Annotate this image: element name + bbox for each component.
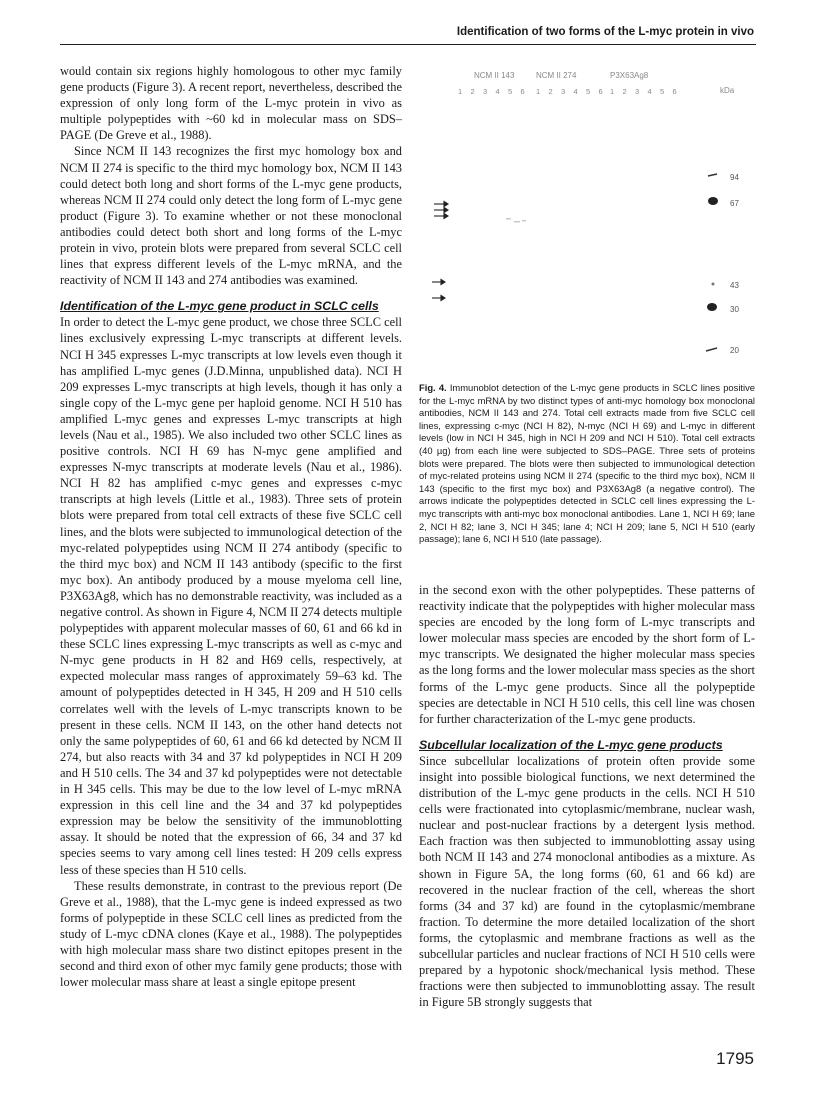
caption-text: Immunoblot detection of the L-myc gene products in SCLC lines positive for the L-myc mRNA by two distinct types of anti-myc homology box monoclonal antibodies, NCM II 143 and 274. Total cell extracts made from five SCLC cell lines, expressing c-myc (NCI H 82), N-myc (NCI H 69) and L-myc in different levels (low in NCI H 345, high in NCI H 209 and NCI H 510). Total cell extracts (40 µg) from each line were subjected to SDS–PAGE. Three sets of proteins blots were prepared. The blots were then subjected to immunological detection of myc-related proteins using NCM II 274 (specific to the third myc box), NCM II 143 (specific to the first myc box) and P3X63Ag8 (a negative control). The arrows indicate the polypeptides detected in SCLC cell lines expressing the L-myc transcripts with anti-myc box monoclonal antibodies. Lane 1, NCI H 69; lane 2, NCI H 82; lane 3, NCI H 345; lane 4; NCI H 209; lane 5, NCI H 510 (early passage); lane 6, NCI H 510 (late passage).	[419, 382, 755, 545]
lane-number: 6	[598, 87, 603, 96]
lane-number: 3	[635, 87, 640, 96]
marker-band-67	[708, 197, 718, 205]
lane-number: 5	[586, 87, 591, 96]
paragraph-results: These results demonstrate, in contrast to the previous report (De Greve et al., 1988), that the L-myc gene is indeed expressed as two forms of polypeptide in these SCLC cell lines as predicted from the study of L-myc cDNA clones (Kaye et al., 1988). The polypeptides with high molecular mass share two distinct epitopes present in the second and third exon of other myc family gene products; those with lower molecular mass share at least a single epitope present	[60, 878, 402, 990]
lane-number: 5	[660, 87, 665, 96]
lane-number: 5	[508, 87, 513, 96]
figure-caption	[419, 382, 755, 546]
section-gap	[419, 727, 755, 737]
section-heading-identification: Identification of the L-myc gene product in SCLC cells	[60, 299, 379, 314]
paragraph-ncm: Since NCM II 143 recognizes the first myc homology box and NCM II 274 is specific to the third myc homology box, NCM II 143 could detect both long and short forms of the L-myc gene products, whereas NCM II 274 could only detect the long form of L-myc gene product (Figure 3). To examine whether or not these monoclonal antibodies could detect both short and long forms of the L-myc protein in vivo, protein blots were prepared from several SCLC cell lines that express different levels of the L-myc mRNA, and the reactivity of NCM II 143 and 274 antibodies was examined.	[60, 144, 402, 288]
lane-number: 2	[470, 87, 475, 96]
lane-number: 1	[458, 87, 463, 96]
page-number: 1795	[716, 1049, 754, 1068]
lane-number: 3	[561, 87, 566, 96]
marker-67: 67	[730, 199, 739, 208]
lane-number: 1	[610, 87, 615, 96]
header-rule	[60, 44, 756, 45]
lane-number: 4	[647, 87, 652, 96]
lane-number: 4	[495, 87, 500, 96]
lane-number: 4	[573, 87, 578, 96]
marker-94: 94	[730, 173, 739, 182]
lane-number: 3	[483, 87, 488, 96]
running-header: Identification of two forms of the L-myc protein in vivo	[456, 26, 754, 38]
long-form-arrows	[434, 202, 448, 219]
marker-43: 43	[730, 281, 739, 290]
group-label-ncm274: NCM II 274	[536, 71, 577, 80]
marker-30: 30	[730, 305, 739, 314]
marker-band-30	[707, 303, 717, 311]
marker-band-43	[712, 283, 715, 286]
group-label-ncm143: NCM II 143	[474, 71, 515, 80]
group-label-p3x63ag8: P3X63Ag8	[610, 71, 649, 80]
lane-number: 2	[622, 87, 627, 96]
right-column	[419, 582, 755, 1010]
immunoblot-image	[432, 60, 756, 370]
lane-number: 2	[548, 87, 553, 96]
paragraph-subcellular: Since subcellular localizations of protein often provide some insight into possible biological functions, we next determined the distribution of the L-myc gene products in the cells. NCI H 510 cells were fractionated into cytoplasmic/membrane, nuclear wash, nuclear and post-nuclear fractions by a detergent lysis method. Each fraction was then subjected to immunoblotting assay using both NCM II 143 and 274 monoclonal antibodies as a mixture. As shown in Figure 5A, the long forms (60, 61 and 66 kd) are recovered in the nuclear fraction of the cell, whereas the short forms (34 and 37 kd) are found in the cytoplasmic/membrane fraction. To determine the more detailed localization of the short forms, the cytoplasmic and membrane fractions as well as the subcellular particles and nuclear fractions of NCI H 510 cells were prepared by a hypotonic shock/mechanical lysis method. These fractions were then subjected to immunoblotting assay. The result in Figure 5B strongly suggests that	[419, 753, 755, 1010]
paragraph-continued: in the second exon with the other polypeptides. These patterns of reactivity indicate that the polypeptides with higher molecular mass species are encoded by the long form of L-myc transcripts and lower molecular mass species are encoded by the short form of L-myc transcripts. We designated the higher molecular mass species as the long forms and the lower molecular mass species as the short forms of the L-myc gene products. Since all the polypeptide species are detectable in NCI H 510 cells, this cell line was chosen for further characterization of the L-myc gene products.	[419, 583, 755, 726]
lane-number: 6	[672, 87, 677, 96]
lane-number: 6	[520, 87, 525, 96]
unit-label: kDa	[720, 86, 735, 95]
caption-label: Fig. 4.	[419, 382, 447, 393]
left-column	[60, 63, 402, 990]
section-heading-subcellular: Subcellular localization of the L-myc gene products	[419, 737, 723, 752]
paragraph-main: In order to detect the L-myc gene product, we chose three SCLC cell lines exclusively expressing L-myc transcripts at different levels. NCI H 345 expresses L-myc transcripts at low levels even though it has amplified L-myc genes (J.D.Minna, unpublished data). NCI H 209 expresses L-myc transcripts at high levels, though it has only a single copy of the L-myc gene per haploid genome. NCI H 510 has amplified L-myc genes and expresses L-myc transcripts at high levels (Nau et al., 1985). We also included two other SCLC lines as positive controls. NCI H 69 has N-myc gene amplified and expresses N-myc transcripts at moderate levels (Nau et al., 1986). NCI H 82 has amplified c-myc genes and expresses c-myc transcripts at high levels (Little et al., 1983). Three sets of protein blots were prepared from total cell extracts of these five SCLC cell lines, and the blots were subjected to immunological detection of the myc-related polypeptides using NCM II 274 antibody (specific to the third myc box) and NCM II 143 antibody (specific to the first myc box). An antibody produced by a mouse myeloma cell line, P3X63Ag8, which has no demonstrable reactivity, was included as a negative control. As shown in Figure 4, NCM II 274 detects multiple polypeptides with apparent molecular masses of 60, 61 and 66 kd in these SCLC lines expressing L-myc transcripts as well as c-myc and N-myc gene products in H 82 and H69 cells, respectively, at expected molecular mass ranges of approximately 59–63 kd. The amount of polypeptides detected in H 345, H 209 and H 510 cells correlates well with the levels of L-myc transcripts known to be present in these cells. NCM II 143, on the other hand detects not only the same polypeptides of 60, 61 and 66 kd detected by NCM II 274, but also reacts with 34 and 37 kd polypeptides in NCI H 209 and H 510 cells. The 34 and 37 kd polypeptides were not detectable in H 345 cells. This may be due to the low level of L-myc mRNA expression in this cell line and the 34 and 37 kd polypeptides expression may be below the sensitivity of the immunoblotting assay. It should be noted that the expression of 66, 34 and 37 kd species seems to vary among cell lines tested: H 209 cells express less of these species than H 510 cells.	[60, 315, 402, 877]
lane-number: 1	[536, 87, 541, 96]
figure-4-immunoblot	[432, 60, 756, 370]
section-gap	[60, 288, 402, 298]
paragraph-intro: would contain six regions highly homologous to other myc family gene products (Figure 3). A recent report, nevertheless, described the expression of only long form of the L-myc protein in vivo as multiple polypeptides with ~60 kd in molecular mass on SDS–PAGE (De Greve et al., 1988).	[60, 64, 402, 143]
marker-20: 20	[730, 346, 739, 355]
